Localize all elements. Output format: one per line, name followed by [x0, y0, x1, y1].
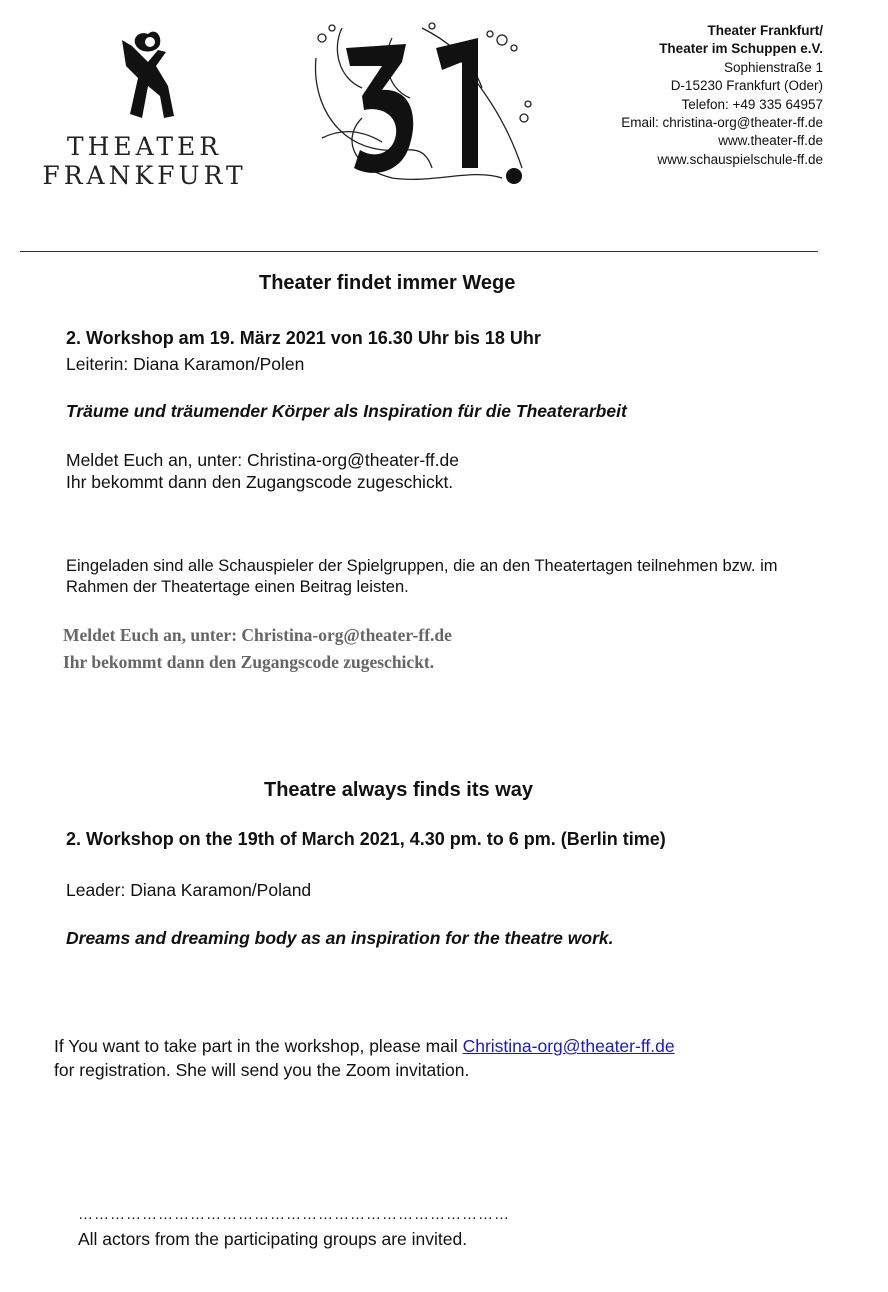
header-divider — [20, 251, 818, 252]
org-name-2: Theater im Schuppen e.V. — [659, 41, 823, 57]
german-invite-line-2: Rahmen der Theatertage einen Beitrag leisten. — [66, 578, 409, 596]
logo-line-2: FRANKFURT — [42, 161, 247, 190]
english-leader: Leader: Diana Karamon/Poland — [66, 880, 312, 900]
english-mail-prefix: If You want to take part in the workshop, please mail — [54, 1036, 463, 1056]
english-title: Theatre always finds its way — [264, 779, 533, 801]
english-mail-line — [54, 1035, 675, 1057]
registration-email-link[interactable]: Christina-org@theater-ff.de — [462, 1036, 675, 1056]
german-repeat-line-1: Meldet Euch an, unter: Christina-org@theater-ff.de — [63, 625, 452, 645]
org-name-1: Theater Frankfurt/ — [707, 23, 823, 38]
german-register-line-2: Ihr bekommt dann den Zugangscode zugeschickt. — [66, 472, 454, 492]
german-title: Theater findet immer Wege — [259, 272, 516, 294]
german-invite-line-1: Eingeladen sind alle Schauspieler der Spielgruppen, die an den Theatertagen teilnehmen bzw. im — [66, 557, 778, 575]
german-topic: Träume und träumender Körper als Inspiration für die Theaterarbeit — [66, 401, 627, 421]
city-address: D-15230 Frankfurt (Oder) — [670, 78, 823, 94]
dotted-separator: ……………………………………………………………………… — [78, 1206, 510, 1223]
school-website-link[interactable]: www.schauspielschule-ff.de — [657, 151, 823, 167]
email-address[interactable]: Email: christina-org@theater-ff.de — [621, 115, 823, 131]
english-registration-line: for registration. She will send you the Zoom invitation. — [54, 1060, 470, 1080]
website-link[interactable]: www.theater-ff.de — [718, 133, 823, 149]
theater-logo-figure — [108, 26, 188, 126]
phone-number: Telefon: +49 335 64957 — [681, 96, 823, 112]
german-leader: Leiterin: Diana Karamon/Polen — [66, 354, 305, 374]
street-address: Sophienstraße 1 — [723, 59, 823, 75]
german-workshop-date: 2. Workshop am 19. März 2021 von 16.30 Uhr bis 18 Uhr — [66, 328, 541, 348]
english-topic: Dreams and dreaming body as an inspiration for the theatre work. — [66, 928, 614, 948]
anniversary-31-drawing — [302, 18, 538, 188]
contact-block — [621, 22, 823, 169]
english-invited-line: All actors from the participating groups are invited. — [78, 1229, 468, 1249]
logo-line-1: THEATER — [66, 132, 223, 161]
english-workshop-date: 2. Workshop on the 19th of March 2021, 4.30 pm. to 6 pm. (Berlin time) — [66, 829, 666, 849]
german-repeat-line-2: Ihr bekommt dann den Zugangscode zugeschickt. — [63, 652, 435, 672]
german-register-line-1: Meldet Euch an, unter: Christina-org@theater-ff.de — [66, 450, 459, 470]
theater-logo-wordmark — [22, 132, 267, 190]
